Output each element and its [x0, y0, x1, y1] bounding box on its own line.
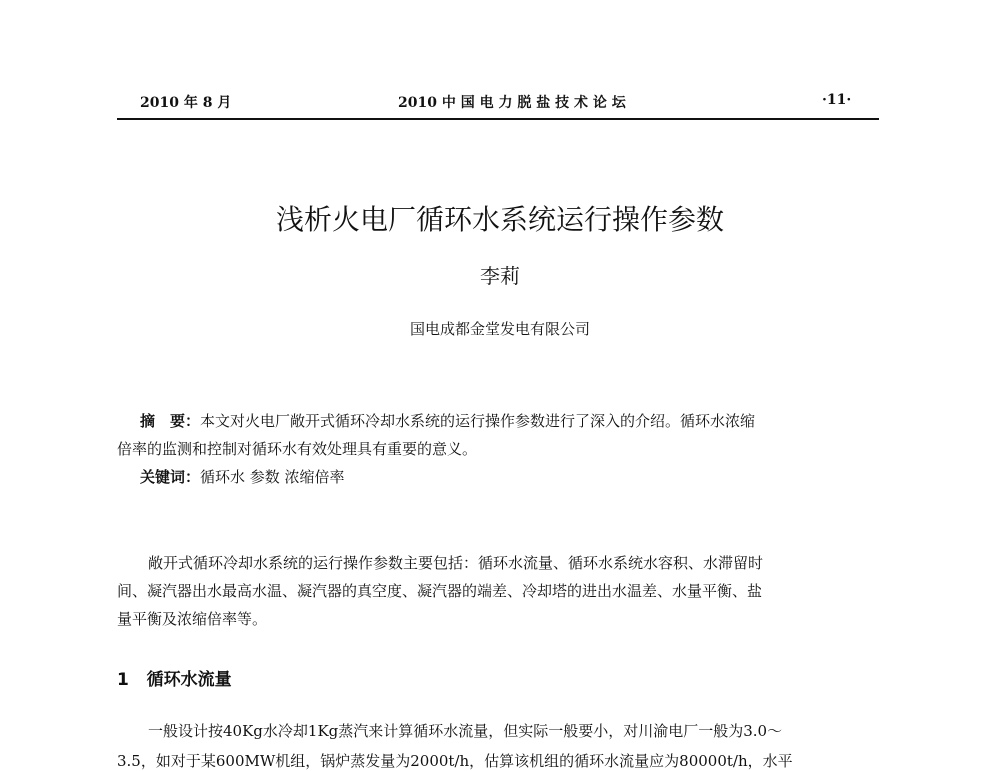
para1-line-1: 一般设计按40Kg水冷却1Kg蒸汽来计算循环水流量，但实际一般要小，对川渝电厂一般为3.0～ — [148, 722, 783, 740]
keywords-text: 循环水 参数 浓缩倍率 — [200, 468, 345, 486]
para1-line-2: 3.5，如对于某600MW机组，锅炉蒸发量为2000t/h，估算该机组的循环水流量应为80000t/h，水平 — [117, 752, 793, 770]
abstract-label: 摘 要： — [140, 412, 201, 430]
intro-line-2: 间、凝汽器出水最高水温、凝汽器的真空度、凝汽器的端差、冷却塔的进出水温差、水量平衡、盐 — [117, 582, 763, 600]
keywords-label: 关键词： — [140, 468, 201, 486]
section-heading — [117, 665, 232, 690]
intro-line-1: 敞开式循环冷却水系统的运行操作参数主要包括：循环水流量、循环水系统水容积、水滞留时 — [148, 554, 764, 572]
abstract-text: 本文对火电厂敞开式循环冷却水系统的运行操作参数进行了深入的介绍。循环水浓缩 — [200, 412, 756, 430]
intro-line-3: 量平衡及浓缩倍率等。 — [117, 610, 268, 628]
header-date: 2010 年 8 月 — [140, 95, 232, 111]
section-number: 1 — [117, 670, 129, 690]
author: 李莉 — [480, 264, 520, 288]
affiliation: 国电成都金堂发电有限公司 — [409, 320, 590, 338]
header-page-number: ·11· — [822, 92, 852, 108]
abstract-line-1 — [140, 410, 755, 431]
abstract-line-2: 倍率的监测和控制对循环水有效处理具有重要的意义。 — [117, 440, 478, 458]
header-rule — [117, 118, 879, 120]
header-journal: 2010 中 国 电 力 脱 盐 技 术 论 坛 — [398, 95, 626, 111]
paper-title: 浅析火电厂循环水系统运行操作参数 — [275, 203, 724, 236]
keywords — [140, 466, 345, 487]
section-title: 循环水流量 — [146, 670, 232, 690]
